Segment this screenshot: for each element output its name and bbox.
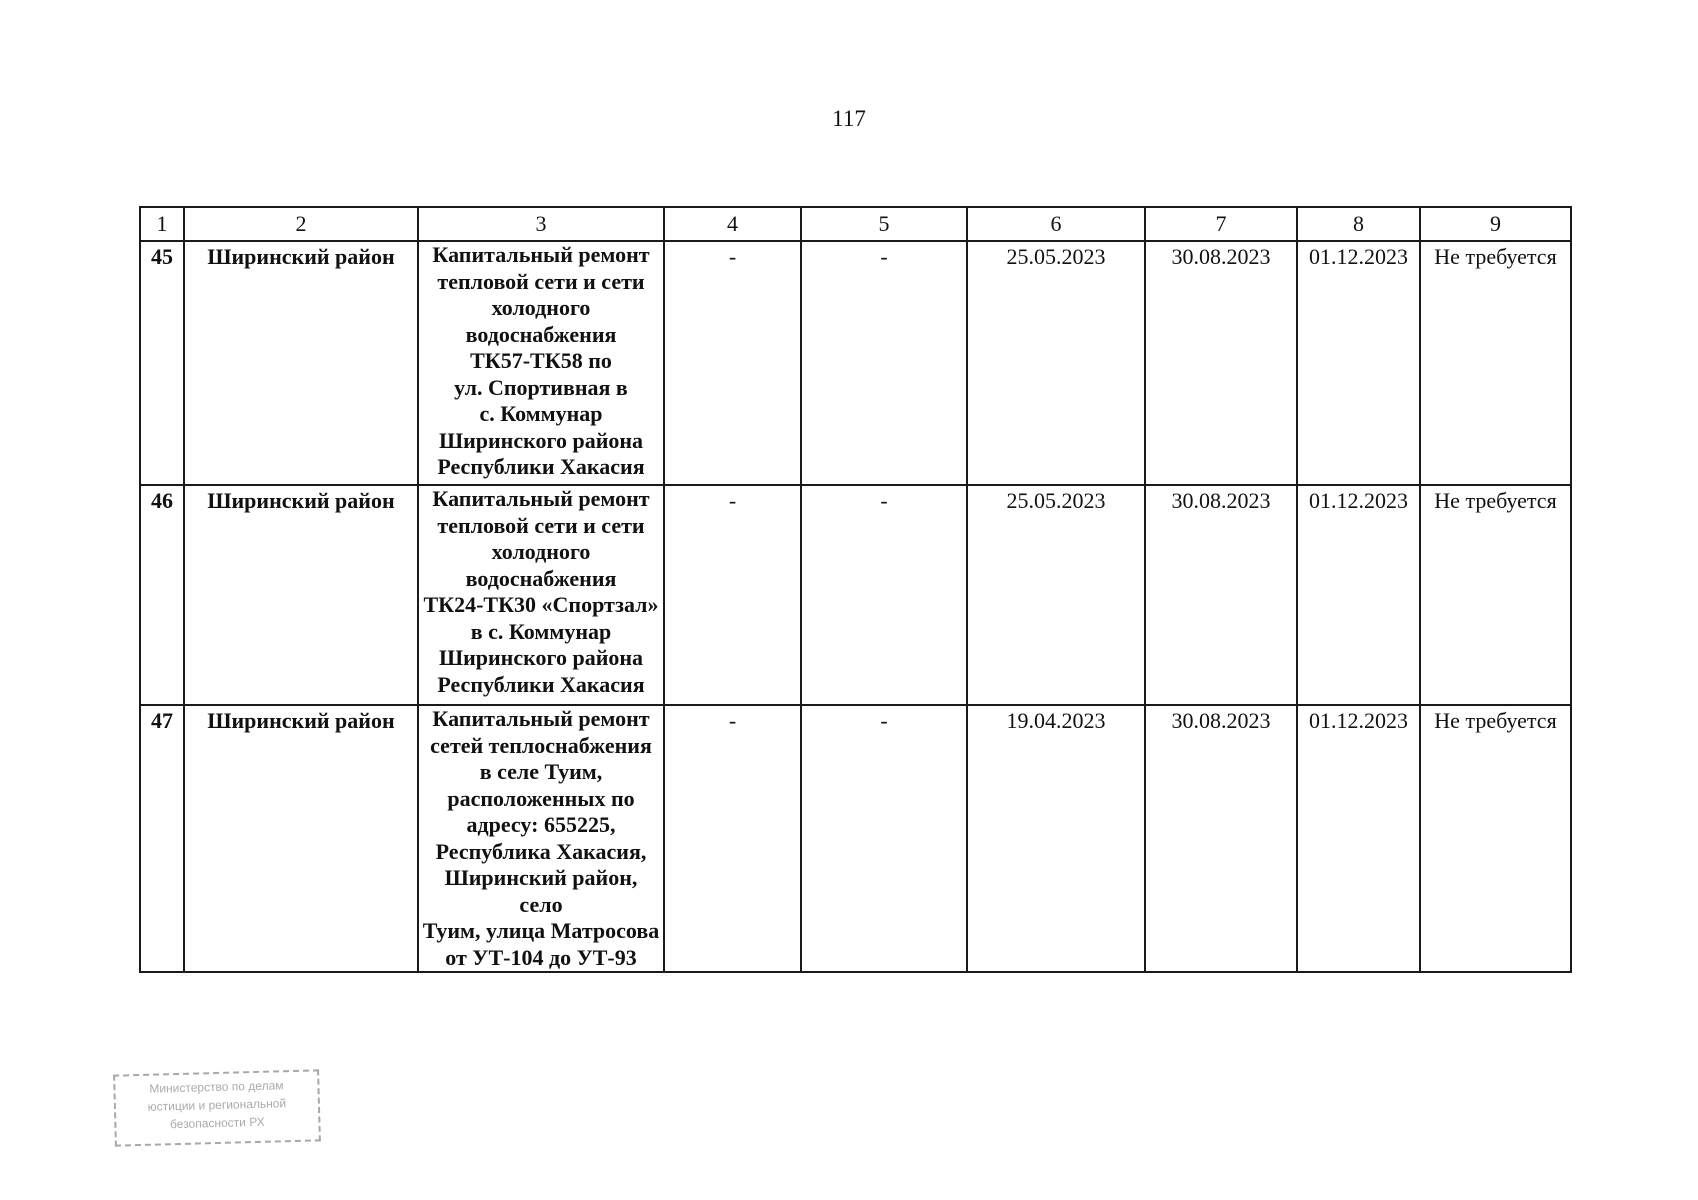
header-cell-8: 8 — [1297, 207, 1420, 241]
header-cell-3: 3 — [418, 207, 664, 241]
district-cell: Ширинский район — [184, 241, 418, 485]
stamp-line: безопасности РХ — [169, 1114, 265, 1132]
stamp-line: Министерство по делам — [149, 1078, 284, 1096]
col8-date-cell: 01.12.2023 — [1297, 241, 1420, 485]
table-row — [140, 241, 1571, 485]
row-number: 45 — [140, 241, 184, 485]
col4-cell: - — [664, 705, 801, 972]
header-cell-5: 5 — [801, 207, 967, 241]
header-cell-6: 6 — [967, 207, 1145, 241]
col6-date-cell: 25.05.2023 — [967, 485, 1145, 705]
row-number: 47 — [140, 705, 184, 972]
header-cell-9: 9 — [1420, 207, 1571, 241]
row-number: 46 — [140, 485, 184, 705]
col8-date-cell: 01.12.2023 — [1297, 705, 1420, 972]
col6-date-cell: 19.04.2023 — [967, 705, 1145, 972]
header-cell-2: 2 — [184, 207, 418, 241]
work-description-cell: Капитальный ремонт тепловой сети и сети холодного водоснабжения ТК57-ТК58 по ул. Спортивная в с. Коммунар Ширинского района Республики Хакасия — [418, 241, 664, 485]
header-cell-4: 4 — [664, 207, 801, 241]
col6-date-cell: 25.05.2023 — [967, 241, 1145, 485]
col5-cell: - — [801, 485, 967, 705]
work-description-cell: Капитальный ремонт тепловой сети и сети холодного водоснабжения ТК24-ТК30 «Спортзал» в с. Коммунар Ширинского района Республики Хакасия — [418, 485, 664, 705]
header-row — [140, 207, 1571, 241]
col9-cell: Не требуется — [1420, 485, 1571, 705]
col8-date-cell: 01.12.2023 — [1297, 485, 1420, 705]
header-cell-7: 7 — [1145, 207, 1297, 241]
col5-cell: - — [801, 705, 967, 972]
district-cell: Ширинский район — [184, 705, 418, 972]
stamp-line: юстиции и региональной — [147, 1096, 287, 1114]
table-row — [140, 485, 1571, 705]
works-table — [139, 206, 1572, 973]
table-row — [140, 705, 1571, 972]
col4-cell: - — [664, 485, 801, 705]
district-cell: Ширинский район — [184, 485, 418, 705]
col9-cell: Не требуется — [1420, 705, 1571, 972]
col7-date-cell: 30.08.2023 — [1145, 485, 1297, 705]
col4-cell: - — [664, 241, 801, 485]
col9-cell: Не требуется — [1420, 241, 1571, 485]
work-description-cell: Капитальный ремонт сетей теплоснабжения в селе Туим, расположенных по адресу: 655225, Республика Хакасия, Ширинский район, село Туим, улица Матросова от УТ-104 до УТ-93 — [418, 705, 664, 972]
registration-stamp — [113, 1069, 321, 1146]
col5-cell: - — [801, 241, 967, 485]
header-cell-1: 1 — [140, 207, 184, 241]
col7-date-cell: 30.08.2023 — [1145, 705, 1297, 972]
col7-date-cell: 30.08.2023 — [1145, 241, 1297, 485]
page-number: 117 — [832, 106, 866, 131]
